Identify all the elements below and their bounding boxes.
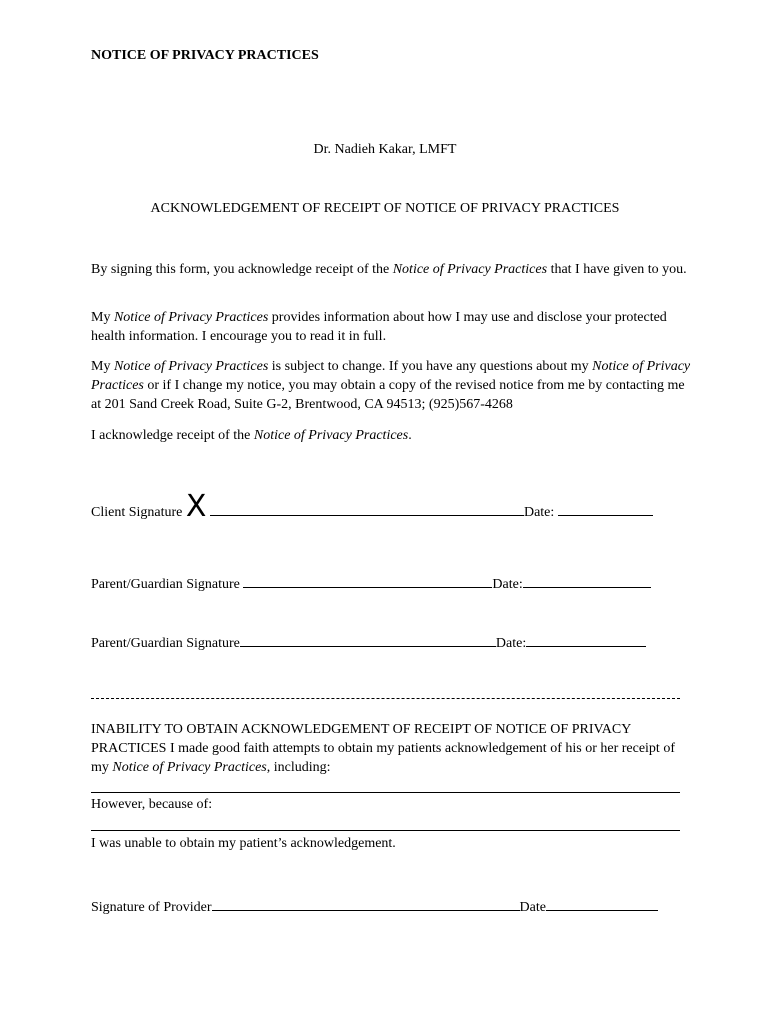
inability-paragraph: INABILITY TO OBTAIN ACKNOWLEDGEMENT OF RECEIPT OF NOTICE OF PRIVACY PRACTICES I made good faith attempts to obtain my patients acknowledgement of his or her receipt of my Notice of Privacy Practices, including: xyxy=(91,722,675,775)
paragraph-signing: By signing this form, you acknowledge receipt of the Notice of Privacy Practices that I have given to you. xyxy=(91,262,687,277)
guardian-date-field-2[interactable] xyxy=(526,632,646,647)
provider-signature-label: Signature of Provider xyxy=(91,900,212,915)
provider-signature-row xyxy=(91,896,658,916)
guardian-signature-label-2: Parent/Guardian Signature xyxy=(91,636,240,651)
reason-line[interactable] xyxy=(91,830,680,831)
provider-date-label: Date xyxy=(519,900,546,915)
provider-signature-field[interactable] xyxy=(212,896,520,911)
paragraph-change: My Notice of Privacy Practices is subject to change. If you have any questions about my Notice of Privacy Practices or if I change my notice, you may obtain a copy of the revised notice from me by contacting me at 201 Sand Creek Road, Suite G-2, Brentwood, CA 94513; (925)567-4268 xyxy=(91,359,691,412)
guardian-date-field-1[interactable] xyxy=(523,573,651,588)
client-signature-field[interactable] xyxy=(210,501,524,516)
client-date-label: Date: xyxy=(523,505,555,520)
guardian-signature-label-1: Parent/Guardian Signature xyxy=(91,577,240,592)
unable-statement: I was unable to obtain my patient’s acknowledgement. xyxy=(91,836,396,851)
acknowledgement-heading: ACKNOWLEDGEMENT OF RECEIPT OF NOTICE OF PRIVACY PRACTICES xyxy=(150,201,620,216)
guardian-signature-row-1 xyxy=(91,573,651,593)
provider-date-field[interactable] xyxy=(546,896,658,911)
section-divider xyxy=(91,698,680,699)
however-label: However, because of: xyxy=(91,797,213,812)
client-signature-row xyxy=(91,489,653,528)
client-date-field[interactable] xyxy=(558,501,653,516)
signature-x-mark: X xyxy=(185,489,207,524)
attempts-line[interactable] xyxy=(91,792,680,793)
guardian-signature-field-2[interactable] xyxy=(240,632,496,647)
guardian-date-label-1: Date: xyxy=(492,577,523,592)
document-title: NOTICE OF PRIVACY PRACTICES xyxy=(91,48,319,63)
paragraph-info: My Notice of Privacy Practices provides information about how I may use and disclose your protected health information. I encourage you to read it in full. xyxy=(91,310,667,344)
client-signature-label: Client Signature xyxy=(91,505,183,520)
guardian-date-label-2: Date: xyxy=(495,636,527,651)
guardian-signature-field-1[interactable] xyxy=(243,573,492,588)
provider-name: Dr. Nadieh Kakar, LMFT xyxy=(313,142,457,157)
guardian-signature-row-2 xyxy=(91,632,646,652)
paragraph-acknowledge: I acknowledge receipt of the Notice of Privacy Practices. xyxy=(91,428,412,443)
